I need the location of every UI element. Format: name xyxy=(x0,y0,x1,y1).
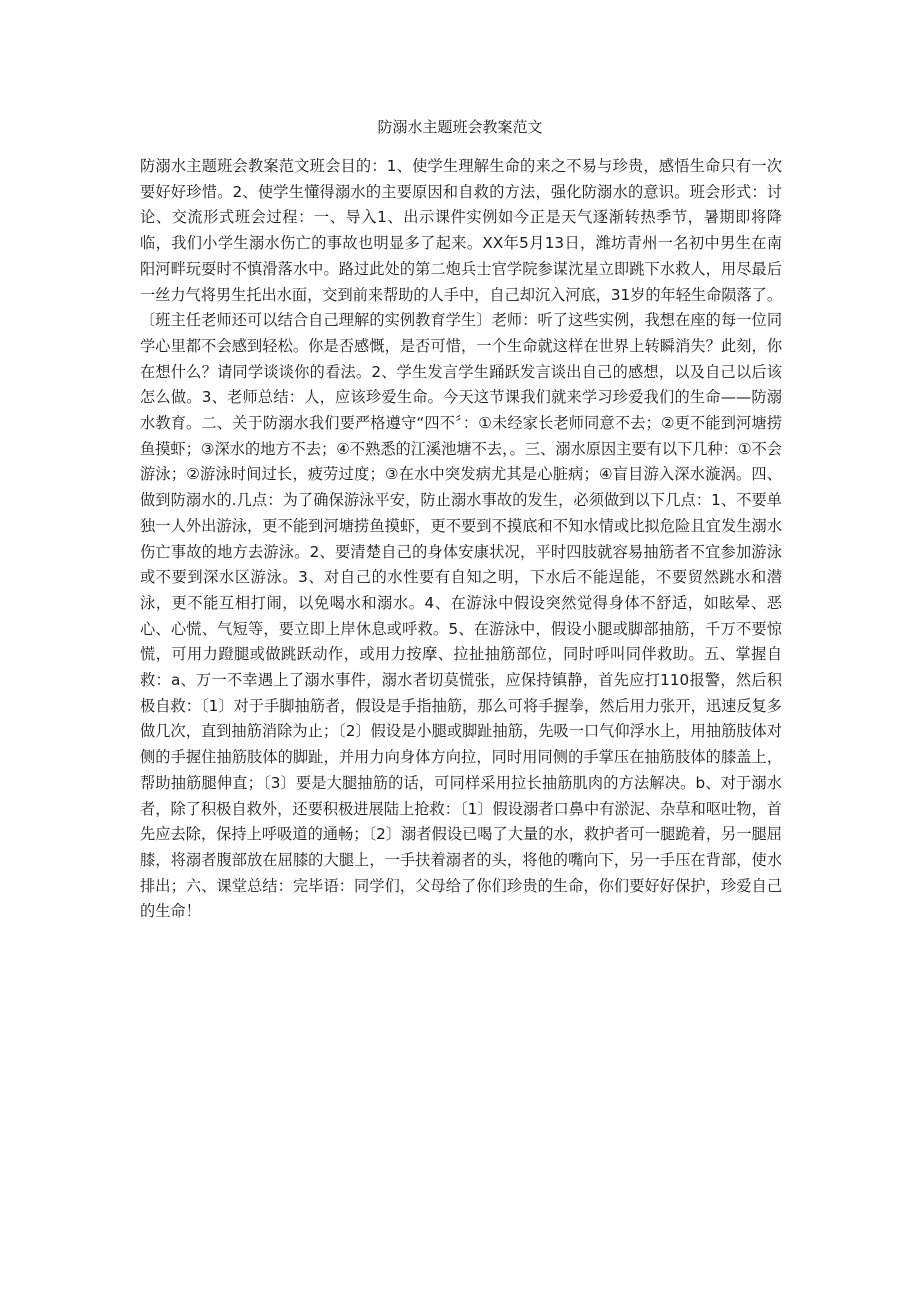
document-title: 防溺水主题班会教案范文 xyxy=(377,118,543,136)
document-body-text: 防溺水主题班会教案范文班会目的：1、使学生理解生命的来之不易与珍贵，感悟生命只有一次要好好珍惜。2、使学生懂得溺水的主要原因和自救的方法，强化防溺水的意识。班会形式：讨论、交流形式班会过程：一、导入1、出示课件实例如今正是天气逐渐转热季节，暑期即将降临，我们小学生溺水伤亡的事故也明显多了起来。XX年5月13日，潍坊青州一名初中男生在南阳河畔玩耍时不慎滑落水中。路过此处的第二炮兵士官学院参谋沈星立即跳下水救人，用尽最后一丝力气将男生托出水面，交到前来帮助的人手中，自己却沉入河底，31岁的年轻生命陨落了。〔班主任老师还可以结合自己理解的实例教育学生〕老师：听了这些实例，我想在座的每一位同学心里都不会感到轻松。你是否感慨，是否可惜，一个生命就这样在世界上转瞬消失？此刻，你在想什么？请同学谈谈你的看法。2、学生发言学生踊跃发言谈出自己的感想，以及自己以后该怎么做。3、老师总结：人，应该珍爱生命。今天这节课我们就来学习珍爱我们的生命——防溺水教育。二、关于防溺水我们要严格遵守“四不〞：①未经家长老师同意不去；②更不能到河塘捞鱼摸虾；③深水的地方不去；④不熟悉的江溪池塘不去，。三、溺水原因主要有以下几种：①不会游泳；②游泳时间过长，疲劳过度；③在水中突发病尤其是心脏病；④盲目游入深水漩涡。四、做到防溺水的.几点：为了确保游泳平安，防止溺水事故的发生，必须做到以下几点：1、不要单独一人外出游泳，更不能到河塘捞鱼摸虾，更不要到不摸底和不知水情或比拟危险且宜发生溺水伤亡事故的地方去游泳。2、要清楚自己的身体安康状况，平时四肢就容易抽筋者不宜参加游泳或不要到深水区游泳。3、对自己的水性要有自知之明，下水后不能逞能，不要贸然跳水和潜泳，更不能互相打闹，以免喝水和溺水。4、在游泳中假设突然觉得身体不舒适，如眩晕、恶心、心慌、气短等，要立即上岸休息或呼救。5、在游泳中，假设小腿或脚部抽筋，千万不要惊慌，可用力蹬腿或做跳跃动作，或用力按摩、拉扯抽筋部位，同时呼叫同伴救助。五、掌握自救：a、万一不幸遇上了溺水事件，溺水者切莫慌张，应保持镇静，首先应打110报警，然后积极自救：〔1〕对于手脚抽筋者，假设是手指抽筋，那么可将手握拳，然后用力张开，迅速反复多做几次，直到抽筋消除为止；〔2〕假设是小腿或脚趾抽筋，先吸一口气仰浮水上，用抽筋肢体对侧的手握住抽筋肢体的脚趾，并用力向身体方向拉，同时用同侧的手掌压在抽筋肢体的膝盖上，帮助抽筋腿伸直；〔3〕要是大腿抽筋的话，可同样采用拉长抽筋肌肉的方法解决。b、对于溺水者，除了积极自救外，还要积极进展陆上抢救：〔1〕假设溺者口鼻中有淤泥、杂草和呕吐物，首先应去除，保持上呼吸道的通畅；〔2〕溺者假设已喝了大量的水，救护者可一腿跪着，另一腿屈膝，将溺者腹部放在屈膝的大腿上，一手扶着溺者的头，将他的嘴向下，另一手压在背部，使水排出；六、课堂总结：完毕语：同学们，父母给了你们珍贵的生命，你们要好好保护，珍爱自己的生命！ xyxy=(140,157,783,921)
